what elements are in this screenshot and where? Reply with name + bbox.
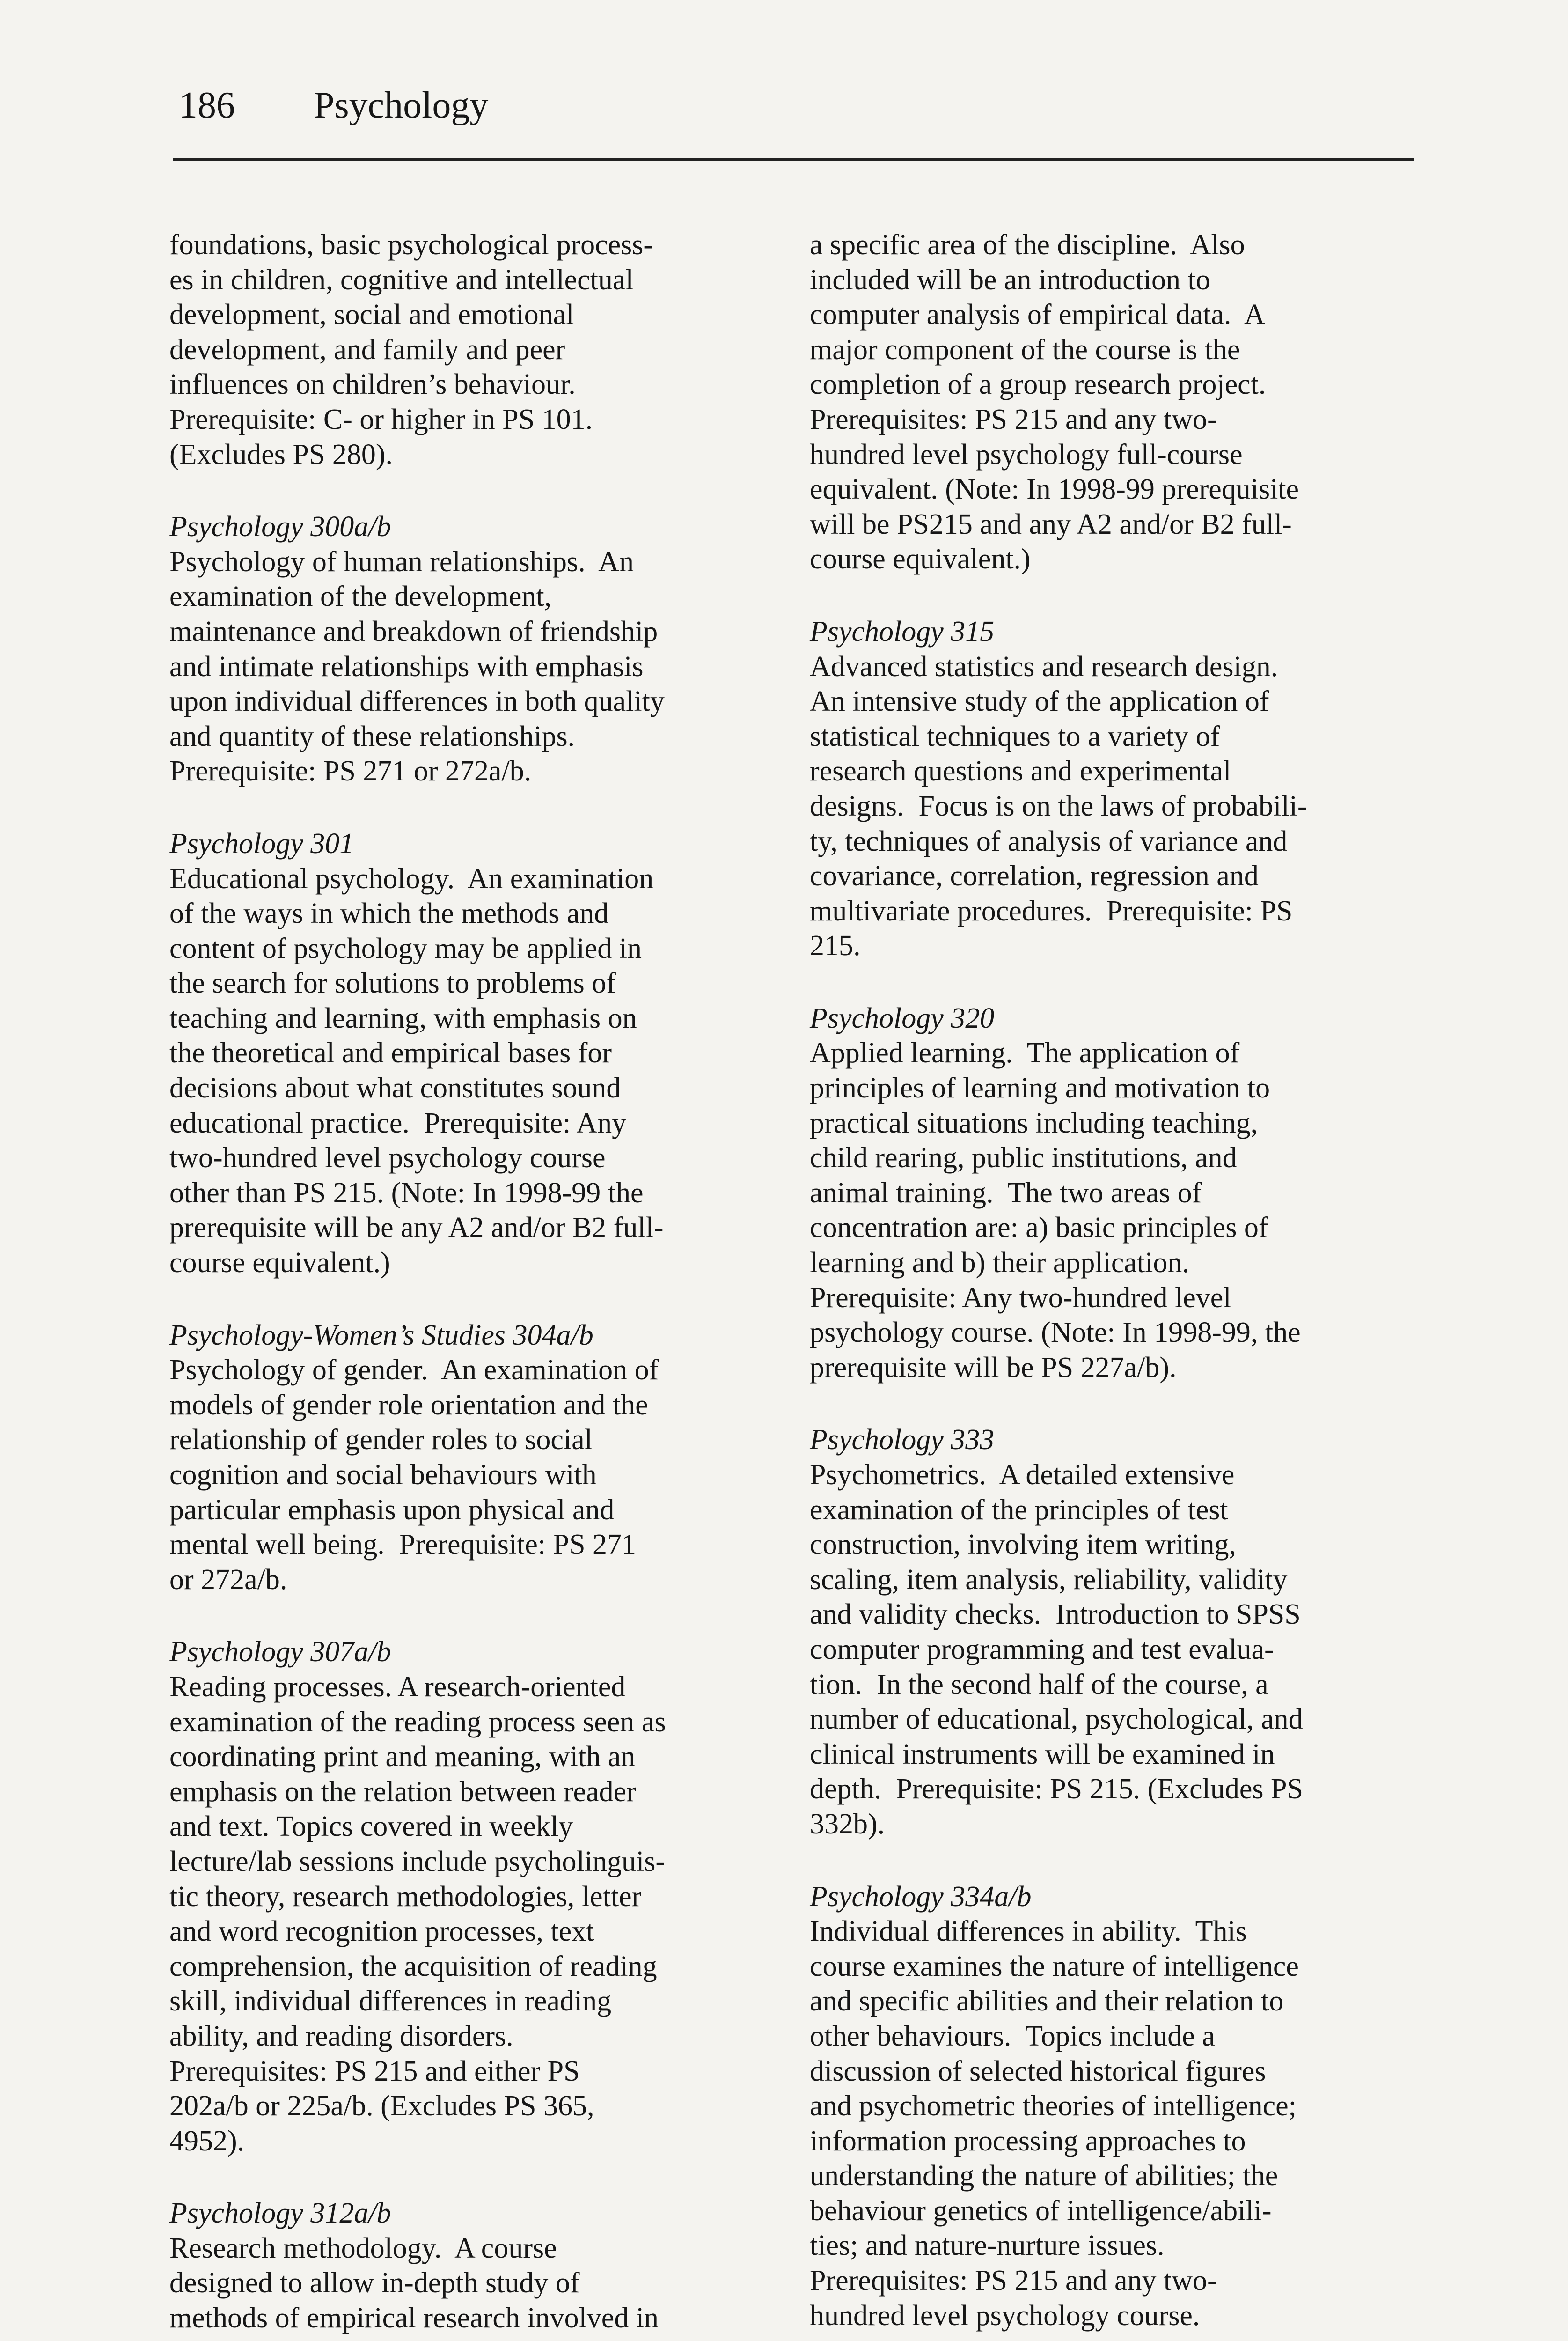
course-description-line: Prerequisites: PS 215 and any two- bbox=[810, 2265, 1217, 2297]
course-entry bbox=[169, 826, 787, 1281]
course-description-line: two-hundred level psychology course bbox=[169, 1142, 606, 1174]
course-title: Psychology 334a/b bbox=[810, 1880, 1032, 1913]
course-description-line: mental well being. Prerequisite: PS 271 bbox=[169, 1529, 637, 1561]
course-description-line: Educational psychology. An examination bbox=[169, 862, 654, 895]
course-description-line: principles of learning and motivation to bbox=[810, 1072, 1270, 1104]
course-description-line: es in children, cognitive and intellectual bbox=[169, 264, 634, 296]
course-entry bbox=[810, 1001, 1418, 1385]
course-description-line: Reading processes. A research-oriented bbox=[169, 1671, 626, 1703]
course-description-line: behaviour genetics of intelligence/abili- bbox=[810, 2194, 1272, 2227]
course-description-line: practical situations including teaching, bbox=[810, 1107, 1258, 1139]
course-description-line: and specific abilities and their relation to bbox=[810, 1985, 1284, 2017]
course-description-line: development, and family and peer bbox=[169, 333, 565, 366]
course-description-line: depth. Prerequisite: PS 215. (Excludes PS bbox=[810, 1773, 1303, 1805]
course-description-line: cognition and social behaviours with bbox=[169, 1459, 597, 1491]
course-description-line: tion. In the second half of the course, a bbox=[810, 1668, 1268, 1701]
course-description-line: designed to allow in-depth study of bbox=[169, 2267, 580, 2299]
course-description-line: teaching and learning, with emphasis on bbox=[169, 1002, 637, 1034]
course-description-line: learning and b) their application. bbox=[810, 1247, 1189, 1279]
course-description-line: child rearing, public institutions, and bbox=[810, 1142, 1237, 1174]
course-entry bbox=[169, 228, 787, 472]
course-description-line: content of psychology may be applied in bbox=[169, 932, 642, 964]
course-description-line: course equivalent.) bbox=[810, 543, 1031, 575]
course-description-line: computer programming and test evalua- bbox=[810, 1633, 1274, 1665]
course-description-line: foundations, basic psychological process- bbox=[169, 229, 653, 261]
course-description-line: course equivalent.) bbox=[169, 1247, 390, 1279]
course-entry bbox=[169, 509, 787, 789]
course-description-line: discussion of selected historical figures bbox=[810, 2055, 1266, 2087]
course-description-line: ties; and nature-nurture issues. bbox=[810, 2230, 1165, 2262]
section-title: Psychology bbox=[314, 85, 489, 126]
right-column bbox=[810, 228, 1418, 2333]
course-description-line: examination of the development, bbox=[169, 581, 552, 613]
course-description-line: Applied learning. The application of bbox=[810, 1037, 1240, 1069]
course-entry bbox=[810, 1879, 1418, 2334]
course-description-line: Research methodology. A course bbox=[169, 2232, 557, 2264]
header-rule bbox=[173, 158, 1414, 161]
course-description-line: Psychology of human relationships. An bbox=[169, 545, 634, 578]
course-description-line: skill, individual differences in reading bbox=[169, 1985, 612, 2017]
course-description-line: concentration are: a) basic principles of bbox=[810, 1212, 1268, 1244]
course-description-line: Psychology of gender. An examination of bbox=[169, 1354, 659, 1386]
course-title: Psychology-Women’s Studies 304a/b bbox=[169, 1319, 593, 1351]
course-title: Psychology 320 bbox=[810, 1002, 995, 1034]
course-description-line: hundred level psychology full-course bbox=[810, 438, 1243, 471]
course-description-line: course examines the nature of intelligence bbox=[810, 1950, 1299, 1982]
course-description-line: or 272a/b. bbox=[169, 1563, 287, 1596]
course-description-line: other than PS 215. (Note: In 1998-99 the bbox=[169, 1177, 644, 1209]
course-description-line: particular emphasis upon physical and bbox=[169, 1494, 615, 1526]
course-entry bbox=[169, 1318, 787, 1597]
course-description-line: a specific area of the discipline. Also bbox=[810, 229, 1245, 261]
course-description-line: Prerequisite: C- or higher in PS 101. bbox=[169, 403, 593, 435]
course-description-line: and quantity of these relationships. bbox=[169, 720, 575, 752]
course-description-line: development, social and emotional bbox=[169, 299, 574, 331]
course-description-line: scaling, item analysis, reliability, validity bbox=[810, 1563, 1288, 1596]
course-description-line: models of gender role orientation and the bbox=[169, 1389, 648, 1421]
course-description-line: designs. Focus is on the laws of probabili- bbox=[810, 790, 1307, 822]
course-description-line: 215. bbox=[810, 930, 861, 962]
course-entry bbox=[169, 2196, 787, 2335]
course-description-line: of the ways in which the methods and bbox=[169, 898, 609, 930]
course-description-line: examination of the principles of test bbox=[810, 1494, 1228, 1526]
course-entry bbox=[810, 228, 1418, 577]
course-description-line: tic theory, research methodologies, letter bbox=[169, 1880, 642, 1913]
course-description-line: upon individual differences in both quality bbox=[169, 685, 665, 718]
course-description-line: multivariate procedures. Prerequisite: PS bbox=[810, 895, 1293, 927]
course-description-line: methods of empirical research involved in bbox=[169, 2302, 659, 2334]
course-description-line: (Excludes PS 280). bbox=[169, 438, 393, 471]
course-description-line: comprehension, the acquisition of reading bbox=[169, 1950, 657, 1982]
course-description-line: computer analysis of empirical data. A bbox=[810, 299, 1265, 331]
left-column bbox=[169, 228, 787, 2336]
course-description-line: the theoretical and empirical bases for bbox=[169, 1037, 612, 1069]
course-description-line: will be PS215 and any A2 and/or B2 full- bbox=[810, 508, 1292, 540]
course-description-line: ability, and reading disorders. bbox=[169, 2020, 513, 2052]
course-description-line: emphasis on the relation between reader bbox=[169, 1775, 636, 1808]
course-entry bbox=[169, 1634, 787, 2158]
course-description-line: understanding the nature of abilities; the bbox=[810, 2160, 1278, 2192]
course-description-line: clinical instruments will be examined in bbox=[810, 1738, 1275, 1770]
course-description-line: 202a/b or 225a/b. (Excludes PS 365, bbox=[169, 2090, 594, 2122]
course-description-line: Prerequisites: PS 215 and any two- bbox=[810, 403, 1217, 435]
course-description-line: influences on children’s behaviour. bbox=[169, 368, 576, 401]
course-entry bbox=[810, 1422, 1418, 1841]
course-description-line: hundred level psychology course. bbox=[810, 2299, 1200, 2332]
course-description-line: Prerequisites: PS 215 and either PS bbox=[169, 2055, 580, 2087]
course-entry bbox=[810, 614, 1418, 964]
course-description-line: other behaviours. Topics include a bbox=[810, 2020, 1215, 2052]
course-description-line: and psychometric theories of intelligence; bbox=[810, 2090, 1297, 2122]
course-description-line: included will be an introduction to bbox=[810, 264, 1210, 296]
course-description-line: covariance, correlation, regression and bbox=[810, 860, 1259, 892]
course-description-line: 332b). bbox=[810, 1808, 885, 1840]
course-description-line: Prerequisite: PS 271 or 272a/b. bbox=[169, 755, 532, 788]
course-description-line: 4952). bbox=[169, 2125, 245, 2157]
page-number: 186 bbox=[179, 85, 235, 126]
course-title: Psychology 301 bbox=[169, 827, 354, 860]
course-description-line: and word recognition processes, text bbox=[169, 1915, 594, 1948]
course-title: Psychology 315 bbox=[810, 615, 995, 648]
course-title: Psychology 312a/b bbox=[169, 2197, 391, 2230]
course-description-line: maintenance and breakdown of friendship bbox=[169, 615, 658, 648]
course-description-line: completion of a group research project. bbox=[810, 368, 1266, 401]
course-description-line: psychology course. (Note: In 1998-99, the bbox=[810, 1317, 1301, 1349]
course-description-line: An intensive study of the application of bbox=[810, 685, 1269, 718]
course-description-line: major component of the course is the bbox=[810, 333, 1240, 366]
course-description-line: and intimate relationships with emphasis bbox=[169, 650, 644, 683]
course-description-line: statistical techniques to a variety of bbox=[810, 720, 1220, 752]
course-description-line: Individual differences in ability. This bbox=[810, 1915, 1247, 1948]
course-description-line: examination of the reading process seen as bbox=[169, 1706, 666, 1738]
course-description-line: and validity checks. Introduction to SPSS bbox=[810, 1598, 1301, 1631]
course-description-line: information processing approaches to bbox=[810, 2125, 1246, 2157]
page-header bbox=[173, 77, 1414, 159]
course-title: Psychology 333 bbox=[810, 1424, 995, 1456]
course-description-line: decisions about what constitutes sound bbox=[169, 1072, 621, 1104]
course-description-line: number of educational, psychological, and bbox=[810, 1703, 1303, 1736]
course-description-line: Prerequisite: Any two-hundred level bbox=[810, 1281, 1231, 1314]
course-description-line: prerequisite will be any A2 and/or B2 full- bbox=[169, 1212, 664, 1244]
course-description-line: Psychometrics. A detailed extensive bbox=[810, 1459, 1235, 1491]
course-title: Psychology 300a/b bbox=[169, 511, 391, 543]
course-description-line: and text. Topics covered in weekly bbox=[169, 1811, 573, 1843]
course-description-line: Advanced statistics and research design. bbox=[810, 650, 1278, 683]
course-description-line: lecture/lab sessions include psycholinguis- bbox=[169, 1845, 665, 1877]
course-description-line: research questions and experimental bbox=[810, 755, 1231, 788]
course-description-line: equivalent. (Note: In 1998-99 prerequisite bbox=[810, 473, 1299, 506]
course-description-line: ty, techniques of analysis of variance and bbox=[810, 825, 1288, 857]
course-title: Psychology 307a/b bbox=[169, 1636, 391, 1668]
course-description-line: animal training. The two areas of bbox=[810, 1177, 1202, 1209]
course-description-line: coordinating print and meaning, with an bbox=[169, 1741, 636, 1773]
course-description-line: prerequisite will be PS 227a/b). bbox=[810, 1351, 1177, 1384]
course-description-line: the search for solutions to problems of bbox=[169, 967, 616, 1000]
course-description-line: relationship of gender roles to social bbox=[169, 1424, 593, 1456]
course-description-line: construction, involving item writing, bbox=[810, 1529, 1236, 1561]
course-description-line: educational practice. Prerequisite: Any bbox=[169, 1107, 627, 1139]
